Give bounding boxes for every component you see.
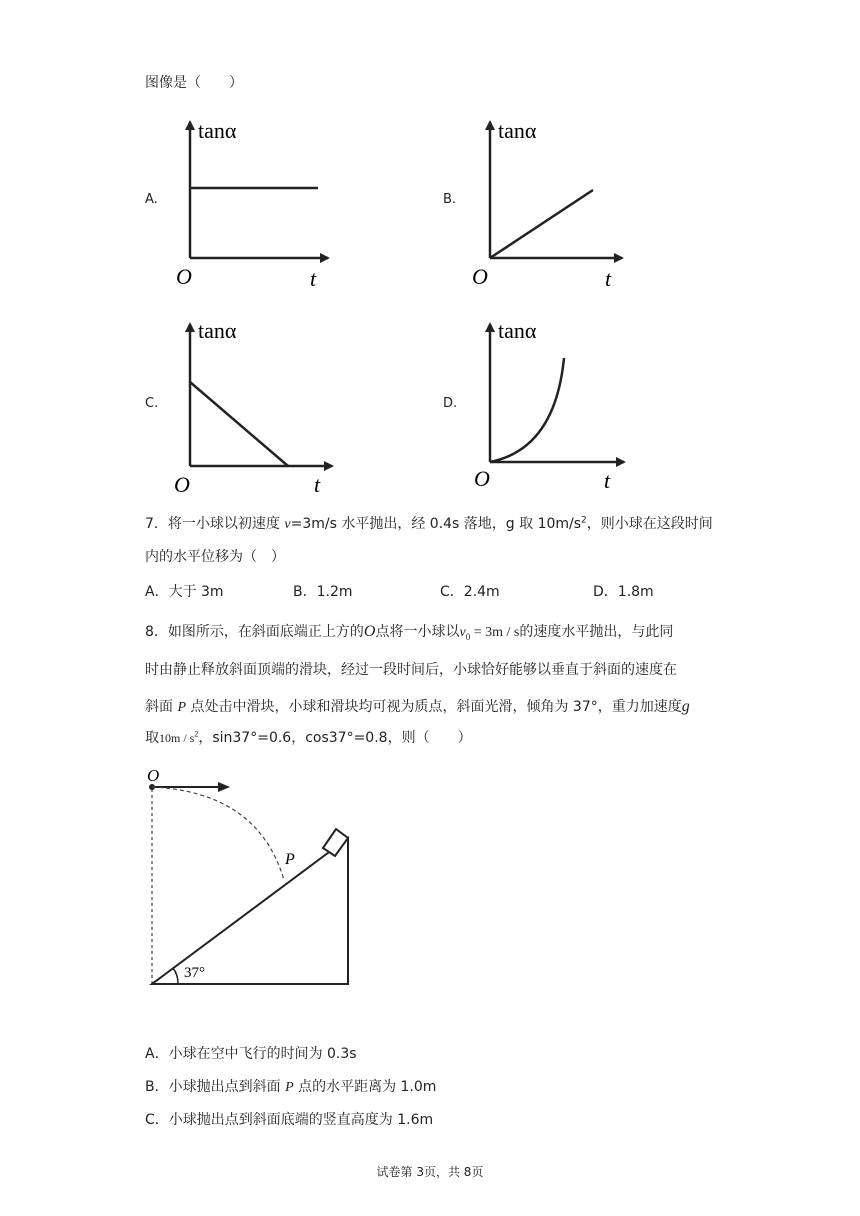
origin-label: O <box>176 264 192 289</box>
y-axis-label: tanα <box>498 118 537 143</box>
q8-stem-line3: 斜面 P 点处击中滑块，小球和滑块均可视为质点，斜面光滑，倾角为 37°，重力加速度g <box>145 698 690 715</box>
graph-curve-increasing <box>490 358 564 462</box>
q7-option-d[interactable]: D．1.8m <box>593 584 654 600</box>
graph-line-increasing <box>490 190 593 258</box>
slider-block <box>323 829 348 856</box>
q7-option-c[interactable]: C．2.4m <box>440 584 500 600</box>
origin-label: O <box>174 472 190 496</box>
q6-option-d-label: D. <box>443 396 458 411</box>
q6-graph-b <box>460 112 640 292</box>
q8-option-a[interactable]: A．小球在空中飞行的时间为 0.3s <box>145 1046 357 1062</box>
point-P-label: P <box>285 851 295 868</box>
x-axis-label: t <box>605 266 612 291</box>
y-axis-label: tanα <box>198 318 237 343</box>
q6-graph-a <box>160 112 340 292</box>
q6-option-b-label: B. <box>443 192 457 207</box>
graph-line-decreasing <box>190 382 288 466</box>
origin-label: O <box>474 466 490 491</box>
origin-label: O <box>472 264 488 289</box>
point-O-label: O <box>147 766 160 785</box>
angle-label: 37° <box>184 965 205 981</box>
y-axis-label: tanα <box>498 318 537 343</box>
q7-option-a[interactable]: A．大于 3m <box>145 584 224 600</box>
q8-option-b[interactable]: B．小球抛出点到斜面 P 点的水平距离为 1.0m <box>145 1079 437 1095</box>
q8-incline-figure <box>140 760 370 995</box>
q8-stem-line4: 取$10m / s^2$，sin37°=0.6，cos37°=0.8，则（ ） <box>145 729 472 746</box>
q6-stem-tail: 图像是（ ） <box>145 75 243 91</box>
incline-triangle <box>152 838 348 984</box>
x-axis-label: t <box>310 266 317 291</box>
angle-arc <box>173 968 178 984</box>
page-footer: 试卷第 3页，共 8页 <box>376 1165 484 1179</box>
q6-option-a-label: A. <box>145 192 158 207</box>
y-axis-label: tanα <box>198 118 237 143</box>
x-axis-label: t <box>604 468 611 493</box>
q6-option-c-label: C. <box>145 396 159 411</box>
q7-stem-line1: 7．将一小球以初速度 v=3m/s 水平抛出，经 0.4s 落地，g 取 $10m/s^2$，则小球在这段时间 <box>145 515 713 532</box>
q8-option-c[interactable]: C．小球抛出点到斜面底端的竖直高度为 1.6m <box>145 1112 434 1128</box>
x-axis-label: t <box>314 472 321 496</box>
q8-stem-line1: 8．如图所示，在斜面底端正上方的O点将一小球以$v_0 = 3m / s$的速度水平抛出，与此同 <box>145 623 674 642</box>
velocity-symbol: v <box>284 517 291 532</box>
q6-graph-c <box>160 314 340 496</box>
q8-stem-line2: 时由静止释放斜面顶端的滑块，经过一段时间后，小球恰好能够以垂直于斜面的速度在 <box>145 662 677 678</box>
q6-graph-d <box>460 314 640 494</box>
q7-stem-line2: 内的水平位移为（ ） <box>145 549 285 565</box>
trajectory-dashed-curve <box>152 787 284 880</box>
q7-option-b[interactable]: B．1.2m <box>293 584 353 600</box>
